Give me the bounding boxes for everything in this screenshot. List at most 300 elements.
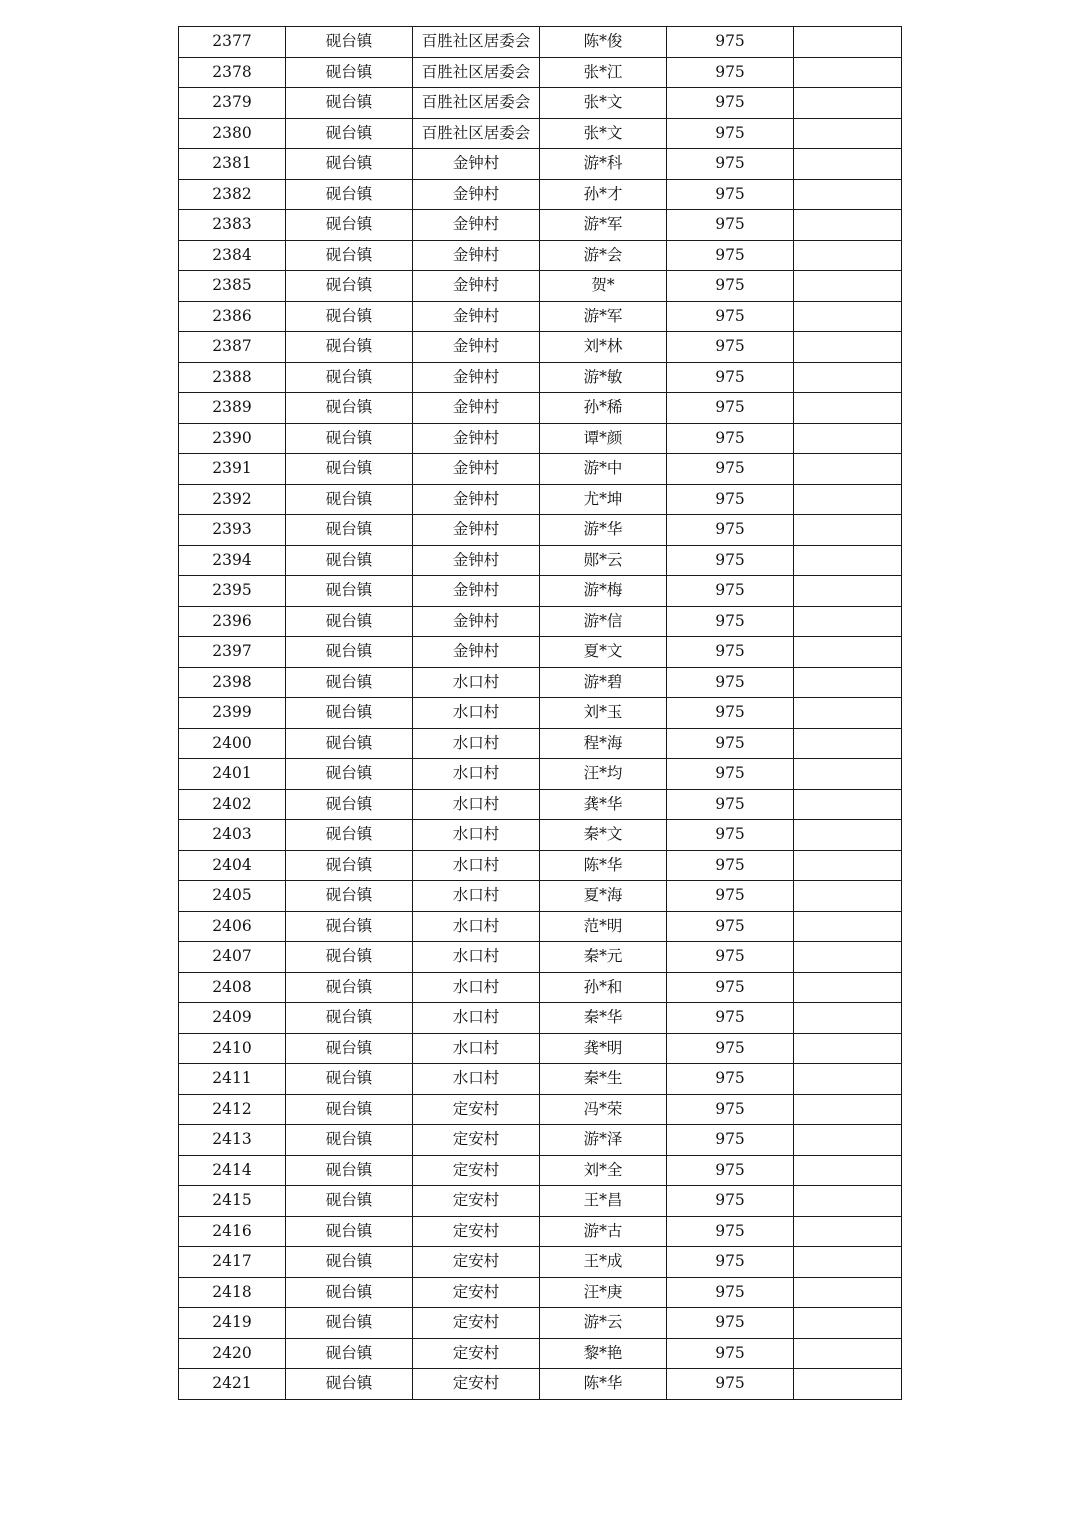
cell-name: 汪*均 [540,759,667,790]
cell-name: 黎*艳 [540,1338,667,1369]
cell-remark [794,362,902,393]
table-row [179,606,902,637]
cell-serial-number: 2396 [179,606,286,637]
cell-town: 砚台镇 [286,149,413,180]
cell-amount: 975 [667,271,794,302]
cell-serial-number: 2383 [179,210,286,241]
cell-village: 水口村 [413,881,540,912]
cell-name: 陈*华 [540,850,667,881]
cell-name: 游*敏 [540,362,667,393]
cell-village: 金钟村 [413,545,540,576]
cell-serial-number: 2407 [179,942,286,973]
cell-town: 砚台镇 [286,484,413,515]
cell-village: 定安村 [413,1125,540,1156]
cell-amount: 975 [667,1308,794,1339]
cell-remark [794,1338,902,1369]
cell-serial-number: 2391 [179,454,286,485]
cell-amount: 975 [667,332,794,363]
cell-amount: 975 [667,88,794,119]
cell-village: 百胜社区居委会 [413,118,540,149]
cell-village: 定安村 [413,1216,540,1247]
table-row [179,149,902,180]
cell-village: 百胜社区居委会 [413,88,540,119]
cell-serial-number: 2387 [179,332,286,363]
cell-name: 刘*玉 [540,698,667,729]
cell-village: 水口村 [413,972,540,1003]
cell-serial-number: 2400 [179,728,286,759]
cell-village: 定安村 [413,1369,540,1400]
cell-remark [794,1094,902,1125]
cell-remark [794,301,902,332]
cell-amount: 975 [667,637,794,668]
cell-serial-number: 2386 [179,301,286,332]
cell-amount: 975 [667,728,794,759]
cell-town: 砚台镇 [286,881,413,912]
cell-amount: 975 [667,881,794,912]
cell-serial-number: 2394 [179,545,286,576]
cell-serial-number: 2381 [179,149,286,180]
cell-remark [794,515,902,546]
cell-serial-number: 2408 [179,972,286,1003]
cell-remark [794,1064,902,1095]
cell-amount: 975 [667,1155,794,1186]
cell-name: 冯*荣 [540,1094,667,1125]
cell-village: 百胜社区居委会 [413,57,540,88]
cell-name: 陈*华 [540,1369,667,1400]
cell-town: 砚台镇 [286,1155,413,1186]
cell-town: 砚台镇 [286,728,413,759]
cell-name: 程*海 [540,728,667,759]
cell-village: 水口村 [413,1033,540,1064]
cell-amount: 975 [667,1003,794,1034]
cell-name: 游*梅 [540,576,667,607]
cell-serial-number: 2403 [179,820,286,851]
cell-village: 定安村 [413,1094,540,1125]
cell-town: 砚台镇 [286,545,413,576]
cell-town: 砚台镇 [286,911,413,942]
cell-village: 水口村 [413,911,540,942]
table-row [179,393,902,424]
table-row [179,210,902,241]
cell-remark [794,1247,902,1278]
cell-town: 砚台镇 [286,1003,413,1034]
cell-remark [794,881,902,912]
cell-remark [794,484,902,515]
table-row [179,454,902,485]
cell-remark [794,1155,902,1186]
cell-village: 定安村 [413,1247,540,1278]
cell-serial-number: 2382 [179,179,286,210]
cell-town: 砚台镇 [286,27,413,58]
cell-name: 刘*全 [540,1155,667,1186]
cell-amount: 975 [667,545,794,576]
cell-amount: 975 [667,515,794,546]
cell-remark [794,149,902,180]
cell-name: 游*华 [540,515,667,546]
table-row [179,332,902,363]
cell-name: 游*中 [540,454,667,485]
cell-amount: 975 [667,1216,794,1247]
cell-amount: 975 [667,393,794,424]
cell-remark [794,210,902,241]
cell-serial-number: 2385 [179,271,286,302]
cell-amount: 975 [667,1064,794,1095]
cell-serial-number: 2412 [179,1094,286,1125]
cell-name: 游*泽 [540,1125,667,1156]
cell-town: 砚台镇 [286,1247,413,1278]
cell-town: 砚台镇 [286,1186,413,1217]
table-row [179,271,902,302]
cell-village: 金钟村 [413,149,540,180]
cell-amount: 975 [667,423,794,454]
cell-town: 砚台镇 [286,1125,413,1156]
cell-village: 定安村 [413,1186,540,1217]
cell-remark [794,1369,902,1400]
cell-amount: 975 [667,820,794,851]
cell-amount: 975 [667,27,794,58]
cell-remark [794,759,902,790]
cell-town: 砚台镇 [286,57,413,88]
cell-town: 砚台镇 [286,789,413,820]
cell-name: 龚*明 [540,1033,667,1064]
table-row [179,57,902,88]
cell-amount: 975 [667,1094,794,1125]
cell-serial-number: 2395 [179,576,286,607]
cell-serial-number: 2377 [179,27,286,58]
cell-remark [794,911,902,942]
cell-amount: 975 [667,698,794,729]
cell-remark [794,637,902,668]
cell-serial-number: 2409 [179,1003,286,1034]
cell-name: 刘*林 [540,332,667,363]
cell-serial-number: 2418 [179,1277,286,1308]
cell-village: 水口村 [413,1003,540,1034]
table-row [179,576,902,607]
cell-remark [794,240,902,271]
table-row [179,301,902,332]
cell-village: 金钟村 [413,362,540,393]
cell-amount: 975 [667,576,794,607]
cell-remark [794,698,902,729]
cell-name: 张*文 [540,118,667,149]
cell-village: 金钟村 [413,515,540,546]
table-row [179,1247,902,1278]
cell-village: 金钟村 [413,301,540,332]
cell-town: 砚台镇 [286,210,413,241]
cell-remark [794,179,902,210]
cell-remark [794,820,902,851]
cell-name: 秦*华 [540,1003,667,1034]
cell-serial-number: 2401 [179,759,286,790]
cell-name: 龚*华 [540,789,667,820]
cell-amount: 975 [667,118,794,149]
cell-remark [794,942,902,973]
cell-remark [794,972,902,1003]
cell-village: 金钟村 [413,179,540,210]
cell-name: 夏*海 [540,881,667,912]
cell-name: 范*明 [540,911,667,942]
cell-serial-number: 2413 [179,1125,286,1156]
cell-town: 砚台镇 [286,698,413,729]
table-row [179,789,902,820]
cell-name: 游*古 [540,1216,667,1247]
table-row [179,484,902,515]
cell-serial-number: 2415 [179,1186,286,1217]
cell-serial-number: 2392 [179,484,286,515]
cell-name: 孙*才 [540,179,667,210]
cell-village: 水口村 [413,789,540,820]
cell-name: 张*江 [540,57,667,88]
cell-name: 王*成 [540,1247,667,1278]
cell-name: 秦*元 [540,942,667,973]
cell-serial-number: 2410 [179,1033,286,1064]
cell-town: 砚台镇 [286,1033,413,1064]
cell-town: 砚台镇 [286,240,413,271]
cell-village: 金钟村 [413,606,540,637]
cell-village: 金钟村 [413,240,540,271]
cell-remark [794,454,902,485]
cell-village: 金钟村 [413,332,540,363]
table-row [179,27,902,58]
cell-remark [794,1277,902,1308]
cell-village: 金钟村 [413,393,540,424]
cell-name: 孙*稀 [540,393,667,424]
cell-serial-number: 2404 [179,850,286,881]
cell-village: 定安村 [413,1308,540,1339]
table-row [179,88,902,119]
cell-name: 游*科 [540,149,667,180]
cell-town: 砚台镇 [286,759,413,790]
cell-amount: 975 [667,484,794,515]
cell-town: 砚台镇 [286,1369,413,1400]
cell-town: 砚台镇 [286,393,413,424]
cell-remark [794,332,902,363]
cell-name: 张*文 [540,88,667,119]
cell-serial-number: 2380 [179,118,286,149]
cell-remark [794,423,902,454]
cell-remark [794,1003,902,1034]
cell-town: 砚台镇 [286,454,413,485]
cell-amount: 975 [667,179,794,210]
table-row [179,820,902,851]
cell-serial-number: 2384 [179,240,286,271]
table-row [179,1003,902,1034]
cell-village: 金钟村 [413,423,540,454]
cell-serial-number: 2420 [179,1338,286,1369]
cell-town: 砚台镇 [286,606,413,637]
cell-remark [794,850,902,881]
cell-serial-number: 2389 [179,393,286,424]
cell-remark [794,576,902,607]
cell-serial-number: 2397 [179,637,286,668]
cell-village: 金钟村 [413,484,540,515]
cell-serial-number: 2390 [179,423,286,454]
cell-serial-number: 2405 [179,881,286,912]
cell-village: 水口村 [413,942,540,973]
cell-remark [794,545,902,576]
cell-amount: 975 [667,1033,794,1064]
table-row [179,637,902,668]
table-row [179,1308,902,1339]
cell-name: 游*会 [540,240,667,271]
cell-town: 砚台镇 [286,1064,413,1095]
cell-serial-number: 2406 [179,911,286,942]
table-row [179,911,902,942]
cell-town: 砚台镇 [286,850,413,881]
cell-amount: 975 [667,911,794,942]
cell-serial-number: 2398 [179,667,286,698]
cell-town: 砚台镇 [286,576,413,607]
cell-name: 夏*文 [540,637,667,668]
cell-name: 秦*文 [540,820,667,851]
cell-remark [794,1308,902,1339]
cell-village: 水口村 [413,850,540,881]
table-row [179,1033,902,1064]
table-row [179,1155,902,1186]
table-row [179,240,902,271]
table-row [179,850,902,881]
cell-remark [794,667,902,698]
cell-amount: 975 [667,850,794,881]
cell-village: 定安村 [413,1155,540,1186]
cell-name: 游*军 [540,301,667,332]
cell-amount: 975 [667,606,794,637]
cell-town: 砚台镇 [286,1094,413,1125]
cell-remark [794,1216,902,1247]
table-row [179,1094,902,1125]
cell-remark [794,393,902,424]
cell-village: 百胜社区居委会 [413,27,540,58]
cell-amount: 975 [667,1186,794,1217]
cell-town: 砚台镇 [286,1277,413,1308]
cell-amount: 975 [667,759,794,790]
cell-remark [794,728,902,759]
cell-town: 砚台镇 [286,179,413,210]
cell-remark [794,57,902,88]
cell-name: 游*云 [540,1308,667,1339]
cell-village: 水口村 [413,1064,540,1095]
roster-table [178,26,902,1400]
cell-town: 砚台镇 [286,1338,413,1369]
cell-serial-number: 2399 [179,698,286,729]
cell-amount: 975 [667,1125,794,1156]
table-row [179,942,902,973]
table-row [179,1064,902,1095]
cell-serial-number: 2378 [179,57,286,88]
table-row [179,423,902,454]
cell-town: 砚台镇 [286,972,413,1003]
cell-serial-number: 2393 [179,515,286,546]
cell-remark [794,1033,902,1064]
table-row [179,972,902,1003]
cell-town: 砚台镇 [286,301,413,332]
cell-amount: 975 [667,362,794,393]
cell-village: 金钟村 [413,576,540,607]
cell-village: 金钟村 [413,637,540,668]
table-row [179,667,902,698]
cell-village: 水口村 [413,698,540,729]
cell-name: 王*昌 [540,1186,667,1217]
cell-town: 砚台镇 [286,942,413,973]
cell-village: 水口村 [413,728,540,759]
cell-town: 砚台镇 [286,667,413,698]
cell-remark [794,88,902,119]
cell-remark [794,118,902,149]
cell-serial-number: 2411 [179,1064,286,1095]
cell-serial-number: 2419 [179,1308,286,1339]
cell-amount: 975 [667,301,794,332]
cell-name: 汪*庚 [540,1277,667,1308]
cell-amount: 975 [667,972,794,1003]
cell-town: 砚台镇 [286,332,413,363]
table-row [179,759,902,790]
table-row [179,1125,902,1156]
cell-village: 定安村 [413,1338,540,1369]
cell-amount: 975 [667,454,794,485]
cell-town: 砚台镇 [286,362,413,393]
table-row [179,118,902,149]
table-row [179,1338,902,1369]
cell-town: 砚台镇 [286,1216,413,1247]
cell-amount: 975 [667,667,794,698]
table-row [179,1369,902,1400]
cell-village: 水口村 [413,759,540,790]
cell-town: 砚台镇 [286,88,413,119]
cell-amount: 975 [667,942,794,973]
cell-village: 金钟村 [413,210,540,241]
table-row [179,515,902,546]
cell-remark [794,1186,902,1217]
cell-serial-number: 2417 [179,1247,286,1278]
cell-name: 孙*和 [540,972,667,1003]
cell-town: 砚台镇 [286,423,413,454]
cell-serial-number: 2416 [179,1216,286,1247]
cell-serial-number: 2388 [179,362,286,393]
cell-town: 砚台镇 [286,820,413,851]
cell-remark [794,1125,902,1156]
cell-serial-number: 2414 [179,1155,286,1186]
table-row [179,545,902,576]
cell-village: 水口村 [413,820,540,851]
cell-name: 游*碧 [540,667,667,698]
cell-remark [794,27,902,58]
cell-village: 水口村 [413,667,540,698]
cell-remark [794,606,902,637]
cell-village: 定安村 [413,1277,540,1308]
roster-sheet [178,26,895,1400]
table-row [179,1216,902,1247]
cell-name: 游*军 [540,210,667,241]
cell-town: 砚台镇 [286,271,413,302]
cell-serial-number: 2379 [179,88,286,119]
table-row [179,362,902,393]
cell-name: 陈*俊 [540,27,667,58]
roster-table-body [179,27,902,1400]
cell-town: 砚台镇 [286,118,413,149]
cell-amount: 975 [667,57,794,88]
cell-village: 金钟村 [413,271,540,302]
cell-name: 游*信 [540,606,667,637]
cell-remark [794,271,902,302]
cell-amount: 975 [667,1338,794,1369]
cell-town: 砚台镇 [286,637,413,668]
cell-amount: 975 [667,210,794,241]
cell-name: 郧*云 [540,545,667,576]
cell-amount: 975 [667,1277,794,1308]
cell-name: 尤*坤 [540,484,667,515]
cell-serial-number: 2421 [179,1369,286,1400]
cell-amount: 975 [667,240,794,271]
